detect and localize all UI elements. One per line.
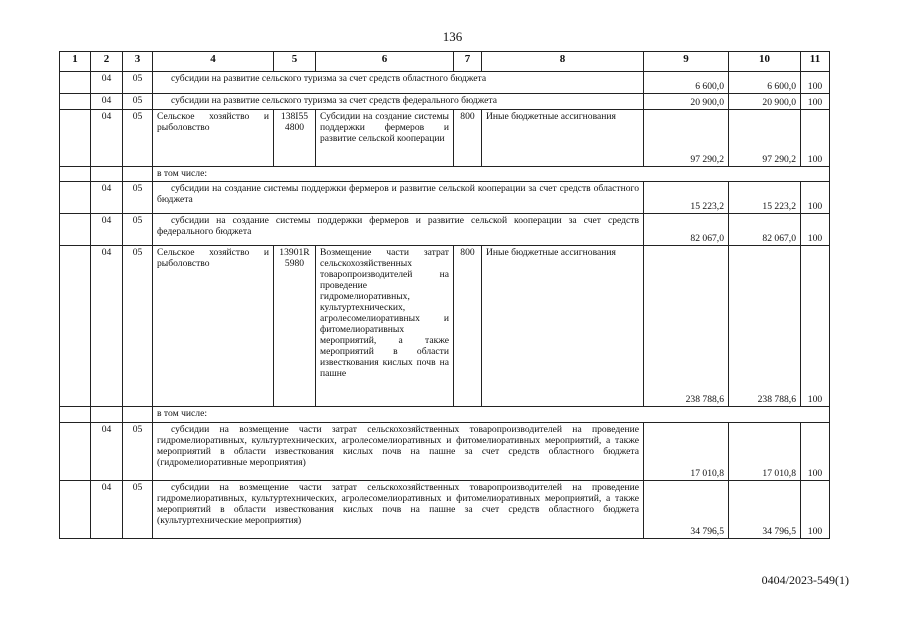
column-header: 10 [729, 52, 801, 72]
expense-type-name: Иные бюджетные ассигнования [482, 110, 644, 167]
planned-amount: 15 223,2 [644, 182, 729, 214]
planned-amount: 82 067,0 [644, 214, 729, 246]
percent-executed: 100 [801, 94, 830, 110]
cell-col1 [60, 481, 91, 539]
table-row [60, 110, 830, 167]
document-code: 0404/2023-549(1) [761, 573, 849, 587]
expense-name: Возмещение части затрат сельскохозяйственных товаропроизводителей на проведение гидромелиоративных, культуртехнических, агролесомелиоративных и фитомелиоративных мероприятий, а также мероприятий в области известкования кислых почв на пашне [316, 246, 454, 407]
header-row [60, 52, 830, 72]
target-article-code: 138I55 4800 [274, 110, 316, 167]
column-header: 5 [274, 52, 316, 72]
column-header: 8 [482, 52, 644, 72]
column-header: 11 [801, 52, 830, 72]
including-row [60, 167, 830, 182]
column-header: 4 [153, 52, 274, 72]
subsection-code: 05 [123, 72, 153, 94]
percent-executed: 100 [801, 72, 830, 94]
executed-amount: 34 796,5 [729, 481, 801, 539]
cell-empty [91, 407, 123, 423]
table-row [60, 246, 830, 407]
executed-amount: 97 290,2 [729, 110, 801, 167]
table-row [60, 214, 830, 246]
percent-executed: 100 [801, 214, 830, 246]
percent-executed: 100 [801, 246, 830, 407]
cell-col1 [60, 110, 91, 167]
page-number: 136 [442, 29, 463, 44]
percent-executed: 100 [801, 110, 830, 167]
budget-table [59, 51, 830, 539]
expense-name: Субсидии на создание системы поддержки фермеров и развитие сельской кооперации [316, 110, 454, 167]
percent-executed: 100 [801, 481, 830, 539]
section-name: Сельское хозяйство и рыболовство [153, 246, 274, 407]
subsection-code: 05 [123, 481, 153, 539]
planned-amount: 6 600,0 [644, 72, 729, 94]
planned-amount: 17 010,8 [644, 423, 729, 481]
cell-empty [91, 167, 123, 182]
executed-amount: 15 223,2 [729, 182, 801, 214]
cell-empty [123, 167, 153, 182]
column-header: 7 [454, 52, 482, 72]
including-row [60, 407, 830, 423]
subsidy-description: субсидии на создание системы поддержки фермеров и развитие сельской кооперации за счет средств федерального бюджета [153, 214, 644, 246]
expense-type-code: 800 [454, 246, 482, 407]
target-article-code: 13901R 5980 [274, 246, 316, 407]
cell-col1 [60, 94, 91, 110]
planned-amount: 97 290,2 [644, 110, 729, 167]
table-row [60, 72, 830, 94]
executed-amount: 6 600,0 [729, 72, 801, 94]
subsection-code: 05 [123, 214, 153, 246]
subsidy-description: субсидии на развитие сельского туризма за счет средств федерального бюджета [153, 94, 644, 110]
cell-col1 [60, 246, 91, 407]
column-header: 6 [316, 52, 454, 72]
executed-amount: 20 900,0 [729, 94, 801, 110]
subsidy-description: субсидии на развитие сельского туризма за счет средств областного бюджета [153, 72, 644, 94]
subsection-code: 05 [123, 423, 153, 481]
percent-executed: 100 [801, 423, 830, 481]
column-header: 9 [644, 52, 729, 72]
percent-executed: 100 [801, 182, 830, 214]
planned-amount: 238 788,6 [644, 246, 729, 407]
subsidy-description: субсидии на возмещение части затрат сельскохозяйственных товаропроизводителей на проведение гидромелиоративных, культуртехнических, агролесомелиоративных и фитомелиоративных мероприятий, а также мероприятий в области известкования кислых почв на пашне за счет средств областного бюджета (культуртехнические мероприятия) [153, 481, 644, 539]
subsection-code: 05 [123, 246, 153, 407]
expense-type-code: 800 [454, 110, 482, 167]
section-code: 04 [91, 182, 123, 214]
cell-col1 [60, 182, 91, 214]
cell-col1 [60, 407, 91, 423]
column-header: 2 [91, 52, 123, 72]
column-header: 1 [60, 52, 91, 72]
table-row [60, 423, 830, 481]
table-row [60, 182, 830, 214]
section-code: 04 [91, 110, 123, 167]
table-row [60, 481, 830, 539]
subsidy-description: субсидии на возмещение части затрат сельскохозяйственных товаропроизводителей на проведение гидромелиоративных, культуртехнических, агролесомелиоративных и фитомелиоративных мероприятий, а также мероприятий в области известкования кислых почв на пашне за счет средств областного бюджета (гидромелиоративные мероприятия) [153, 423, 644, 481]
executed-amount: 238 788,6 [729, 246, 801, 407]
section-code: 04 [91, 246, 123, 407]
subsection-code: 05 [123, 94, 153, 110]
subsection-code: 05 [123, 110, 153, 167]
cell-col1 [60, 72, 91, 94]
cell-col1 [60, 167, 91, 182]
cell-col1 [60, 214, 91, 246]
planned-amount: 34 796,5 [644, 481, 729, 539]
section-code: 04 [91, 481, 123, 539]
section-code: 04 [91, 94, 123, 110]
planned-amount: 20 900,0 [644, 94, 729, 110]
subsection-code: 05 [123, 182, 153, 214]
column-header: 3 [123, 52, 153, 72]
executed-amount: 82 067,0 [729, 214, 801, 246]
cell-col1 [60, 423, 91, 481]
subsidy-description: субсидии на создание системы поддержки фермеров и развитие сельской кооперации за счет средств областного бюджета [153, 182, 644, 214]
table-row [60, 94, 830, 110]
executed-amount: 17 010,8 [729, 423, 801, 481]
section-code: 04 [91, 423, 123, 481]
cell-empty [123, 407, 153, 423]
expense-type-name: Иные бюджетные ассигнования [482, 246, 644, 407]
section-code: 04 [91, 72, 123, 94]
section-name: Сельское хозяйство и рыболовство [153, 110, 274, 167]
including-label: в том числе: [153, 407, 830, 423]
section-code: 04 [91, 214, 123, 246]
including-label: в том числе: [153, 167, 830, 182]
